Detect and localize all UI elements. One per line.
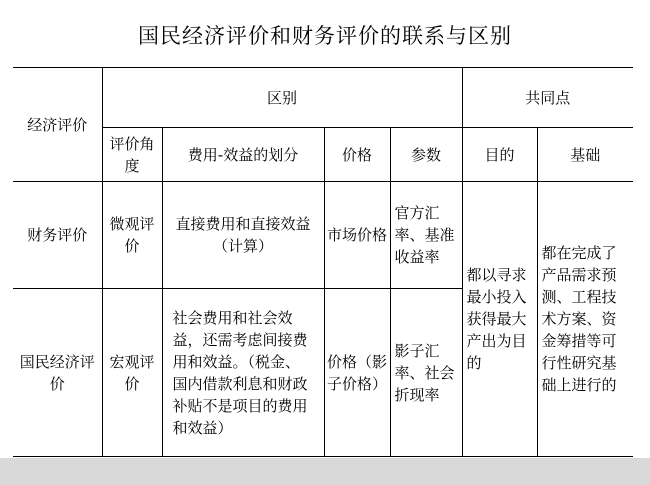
national-params: 影子汇率、社会折现率	[390, 289, 462, 457]
col-header-cost-benefit: 费用-效益的划分	[162, 128, 324, 182]
row-label-financial: 财务评价	[13, 182, 102, 289]
row-header-label: 经济评价	[13, 68, 102, 182]
col-header-params: 参数	[390, 128, 462, 182]
common-header: 共同点	[462, 68, 633, 128]
page-title: 国民经济评价和财务评价的联系与区别	[138, 24, 512, 48]
financial-cost-benefit: 直接费用和直接效益（计算）	[162, 182, 324, 289]
col-header-basis: 基础	[537, 128, 633, 182]
national-price: 价格（影子价格）	[324, 289, 390, 457]
difference-header: 区别	[102, 68, 462, 128]
national-angle: 宏观评价	[102, 289, 162, 457]
page-bottom-band	[0, 458, 650, 485]
financial-params: 官方汇率、基准收益率	[390, 182, 462, 289]
row-label-national: 国民经济评价	[13, 289, 102, 457]
col-header-goal: 目的	[462, 128, 537, 182]
col-header-angle: 评价角度	[102, 128, 162, 182]
common-basis: 都在完成了产品需求预测、工程技术方案、资金筹措等可行性研究基础上进行的	[537, 182, 633, 457]
comparison-table	[13, 67, 633, 457]
national-cost-benefit: 社会费用和社会效益，还需考虑间接费用和效益。（税金、国内借款利息和财政补贴不是项目的费用和效益）	[162, 289, 324, 457]
common-goal: 都以寻求最小投入获得最大产出为目的	[462, 182, 537, 457]
financial-angle: 微观评价	[102, 182, 162, 289]
col-header-price: 价格	[324, 128, 390, 182]
financial-price: 市场价格	[324, 182, 390, 289]
